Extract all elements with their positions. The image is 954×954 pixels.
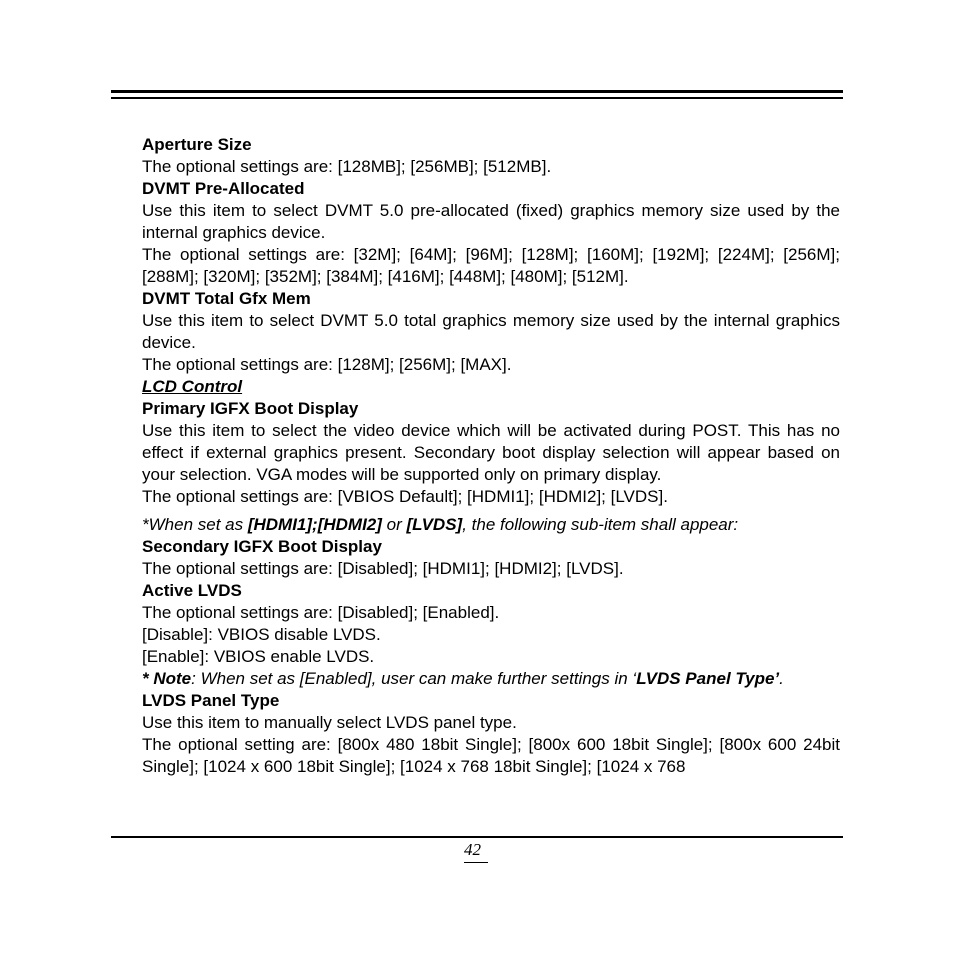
heading-active-lvds: Active LVDS <box>142 581 242 600</box>
heading-lvds-panel-type: LVDS Panel Type <box>142 691 280 710</box>
dvmt-pre-allocated-options: The optional settings are: [32M]; [64M]; [96M]; [128M]; [160M]; [192M]; [224M]; [256M]; [288M]; [320M]; [352M]; [384M]; [416M]; [448M]; [480M]; [512M]. <box>142 245 840 286</box>
heading-dvmt-total-gfx-mem: DVMT Total Gfx Mem <box>142 289 311 308</box>
header-rule-thick <box>111 90 843 93</box>
page-content <box>142 134 840 778</box>
header-rule-thin <box>111 97 843 99</box>
dvmt-total-gfx-desc: Use this item to select DVMT 5.0 total graphics memory size used by the internal graphics device. <box>142 311 840 352</box>
enabled-note: * Note: When set as [Enabled], user can make further settings in ‘LVDS Panel Type’. <box>142 669 784 688</box>
primary-igfx-options: The optional settings are: [VBIOS Default]; [HDMI1]; [HDMI2]; [LVDS]. <box>142 487 668 506</box>
when-set-note: *When set as [HDMI1];[HDMI2] or [LVDS], the following sub-item shall appear: <box>142 515 739 534</box>
footer-rule <box>111 836 843 838</box>
dvmt-pre-allocated-desc: Use this item to select DVMT 5.0 pre-allocated (fixed) graphics memory size used by the internal graphics device. <box>142 201 840 242</box>
lvds-panel-type-desc: Use this item to manually select LVDS panel type. <box>142 713 517 732</box>
lvds-panel-type-options: The optional setting are: [800x 480 18bit Single]; [800x 600 18bit Single]; [800x 600 24bit Single]; [1024 x 600 18bit Single]; [1024 x 768 18bit Single]; [1024 x 768 <box>142 735 840 776</box>
dvmt-total-gfx-options: The optional settings are: [128M]; [256M]; [MAX]. <box>142 355 512 374</box>
active-lvds-options: The optional settings are: [Disabled]; [Enabled]. <box>142 603 500 622</box>
aperture-options: The optional settings are: [128MB]; [256MB]; [512MB]. <box>142 157 552 176</box>
active-lvds-enable: [Enable]: VBIOS enable LVDS. <box>142 647 375 666</box>
secondary-igfx-options: The optional settings are: [Disabled]; [HDMI1]; [HDMI2]; [LVDS]. <box>142 559 624 578</box>
heading-aperture-size: Aperture Size <box>142 135 252 154</box>
heading-dvmt-pre-allocated: DVMT Pre-Allocated <box>142 179 305 198</box>
primary-igfx-desc: Use this item to select the video device which will be activated during POST. This has no effect if external graphics present. Secondary boot display selection will appear based on your selection. VGA modes will be supported only on primary display. <box>142 421 840 484</box>
active-lvds-disable: [Disable]: VBIOS disable LVDS. <box>142 625 381 644</box>
heading-secondary-igfx: Secondary IGFX Boot Display <box>142 537 382 556</box>
section-title-lcd-control: LCD Control <box>142 377 243 396</box>
page-number: 42 <box>464 840 488 863</box>
heading-primary-igfx: Primary IGFX Boot Display <box>142 399 359 418</box>
